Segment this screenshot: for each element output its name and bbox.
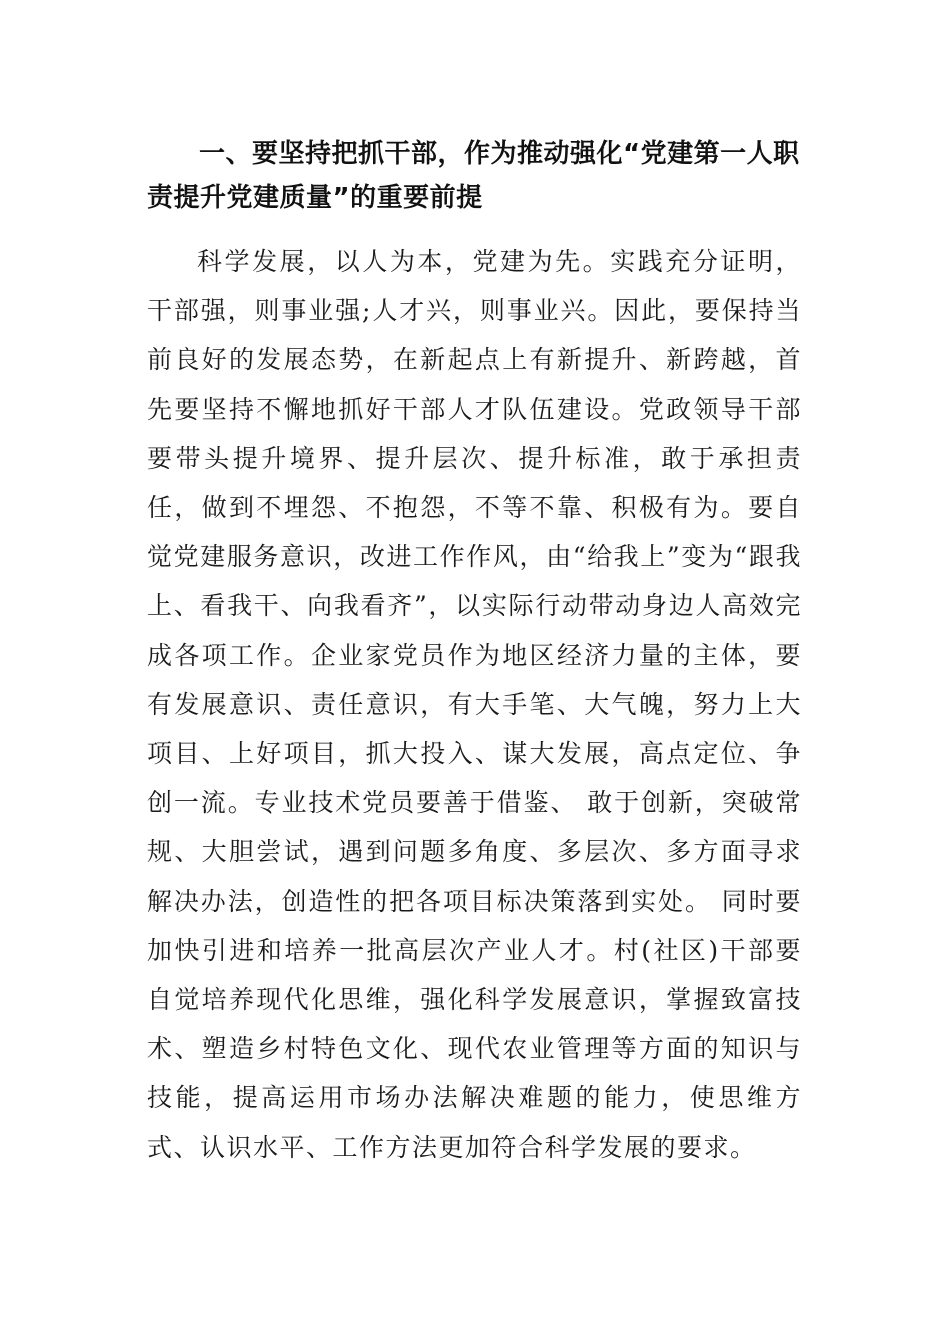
section-heading: 一、要坚持把抓干部，作为推动强化“党建第一人职责提升党建质量”的重要前提 [147,139,800,213]
body-paragraph: 科学发展，以人为本，党建为先。实践充分证明，干部强，则事业强;人才兴，则事业兴。因此，要保持当前良好的发展态势，在新起点上有新提升、新跨越，首先要坚持不懈地抓好干部人才队伍建设。党政领导干部要带头提升境界、提升层次、提升标准，敢于承担责任，做到不埋怨、不抱怨，不等不靠、积极有为。要自觉党建服务意识，改进工作作风，由“给我上”变为“跟我上、看我干、向我看齐”，以实际行动带动身边人高效完成各项工作。企业家党员作为地区经济力量的主体，要有发展意识、责任意识，有大手笔、大气魄，努力上大项目、上好项目，抓大投入、谋大发展，高点定位、争创一流。专业技术党员要善于借鉴、 敢于创新，突破常规、大胆尝试，遇到问题多角度、多层次、多方面寻求解决办法，创造性的把各项目标决策落到实处。 同时要加快引进和培养一批高层次产业人才。村(社区)干部要自觉培养现代化思维，强化科学发展意识，掌握致富技术、塑造乡村特色文化、现代农业管理等方面的知识与技能，提高运用市场办法解决难题的能力，使思维方式、认识水平、工作方法更加符合科学发展的要求。 [147,247,802,1162]
